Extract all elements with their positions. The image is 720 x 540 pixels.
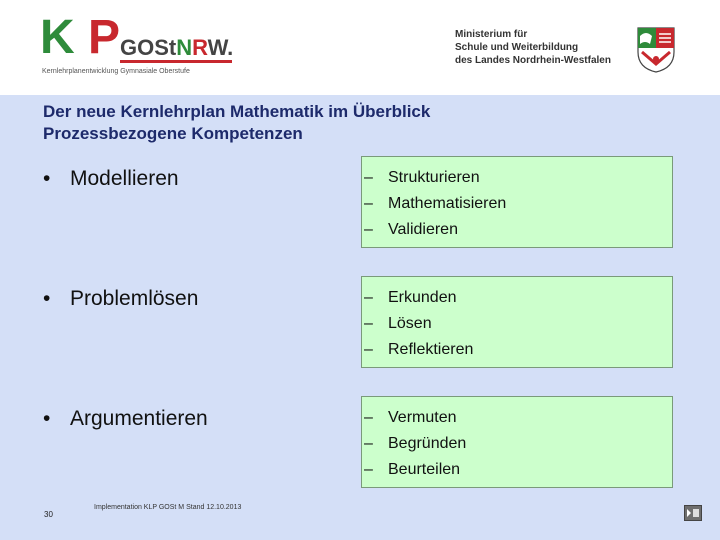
competence-label: Modellieren bbox=[70, 167, 179, 190]
bullet-glyph: • bbox=[43, 167, 51, 190]
bullet-glyph: • bbox=[43, 407, 51, 430]
dash-glyph: – bbox=[364, 341, 373, 358]
list-item bbox=[364, 285, 473, 311]
klp-gost-nrw-logo bbox=[40, 11, 240, 75]
list-item bbox=[364, 191, 506, 217]
list-item bbox=[364, 165, 506, 191]
logo-r: R bbox=[192, 35, 208, 60]
logo-letter-p: P bbox=[88, 11, 121, 64]
logo-gost: GOSt bbox=[120, 35, 177, 60]
logo-w: W. bbox=[207, 35, 234, 60]
subskill-label: Strukturieren bbox=[388, 169, 480, 186]
list-item bbox=[364, 311, 473, 337]
subskill-label: Begründen bbox=[388, 435, 467, 452]
subskills-list bbox=[364, 285, 473, 363]
logo-gost-nrw bbox=[120, 36, 233, 60]
logo-letter-k: K bbox=[40, 11, 73, 64]
list-item bbox=[364, 457, 466, 483]
title-line: Der neue Kernlehrplan Mathematik im Überblick bbox=[43, 102, 431, 121]
dash-glyph: – bbox=[364, 461, 373, 478]
slide-header bbox=[0, 0, 720, 95]
competence-problemloesen bbox=[43, 287, 198, 311]
list-item bbox=[364, 217, 506, 243]
subskill-label: Lösen bbox=[388, 315, 432, 332]
list-item bbox=[364, 405, 466, 431]
bullet-glyph: • bbox=[43, 287, 51, 310]
ministry-line: Ministerium für bbox=[455, 29, 528, 40]
competence-argumentieren bbox=[43, 407, 208, 431]
subskill-label: Vermuten bbox=[388, 409, 457, 426]
dash-glyph: – bbox=[364, 435, 373, 452]
dash-glyph: – bbox=[364, 221, 373, 238]
ministry-name bbox=[455, 28, 611, 67]
nrw-coat-of-arms-icon bbox=[636, 26, 676, 74]
subskill-label: Mathematisieren bbox=[388, 195, 507, 212]
logo-n: N bbox=[176, 35, 193, 60]
ministry-line: Schule und Weiterbildung bbox=[455, 42, 579, 53]
competence-label: Problemlösen bbox=[70, 287, 199, 310]
list-item bbox=[364, 431, 466, 457]
dash-glyph: – bbox=[364, 315, 373, 332]
competence-label: Argumentieren bbox=[70, 407, 208, 430]
dash-glyph: – bbox=[364, 289, 373, 306]
page-number: 30 bbox=[44, 510, 53, 519]
subskill-label: Beurteilen bbox=[388, 461, 461, 478]
subskills-list bbox=[364, 165, 506, 243]
subskill-label: Erkunden bbox=[388, 289, 457, 306]
logo-underline bbox=[120, 60, 232, 63]
ministry-line: des Landes Nordrhein-Westfalen bbox=[455, 55, 611, 66]
slide-title bbox=[43, 101, 430, 145]
subskill-label: Validieren bbox=[388, 221, 458, 238]
slide-navigation-icon[interactable] bbox=[684, 505, 702, 521]
dash-glyph: – bbox=[364, 169, 373, 186]
footer-text: Implementation KLP GOSt M Stand 12.10.2013 bbox=[94, 504, 242, 511]
dash-glyph: – bbox=[364, 409, 373, 426]
title-line: Prozessbezogene Kompetenzen bbox=[43, 124, 303, 143]
subskill-label: Reflektieren bbox=[388, 341, 474, 358]
logo-subtitle: Kernlehrplanentwicklung Gymnasiale Oberstufe bbox=[42, 68, 190, 75]
competence-modellieren bbox=[43, 167, 179, 191]
list-item bbox=[364, 337, 473, 363]
subskills-list bbox=[364, 405, 466, 483]
dash-glyph: – bbox=[364, 195, 373, 212]
